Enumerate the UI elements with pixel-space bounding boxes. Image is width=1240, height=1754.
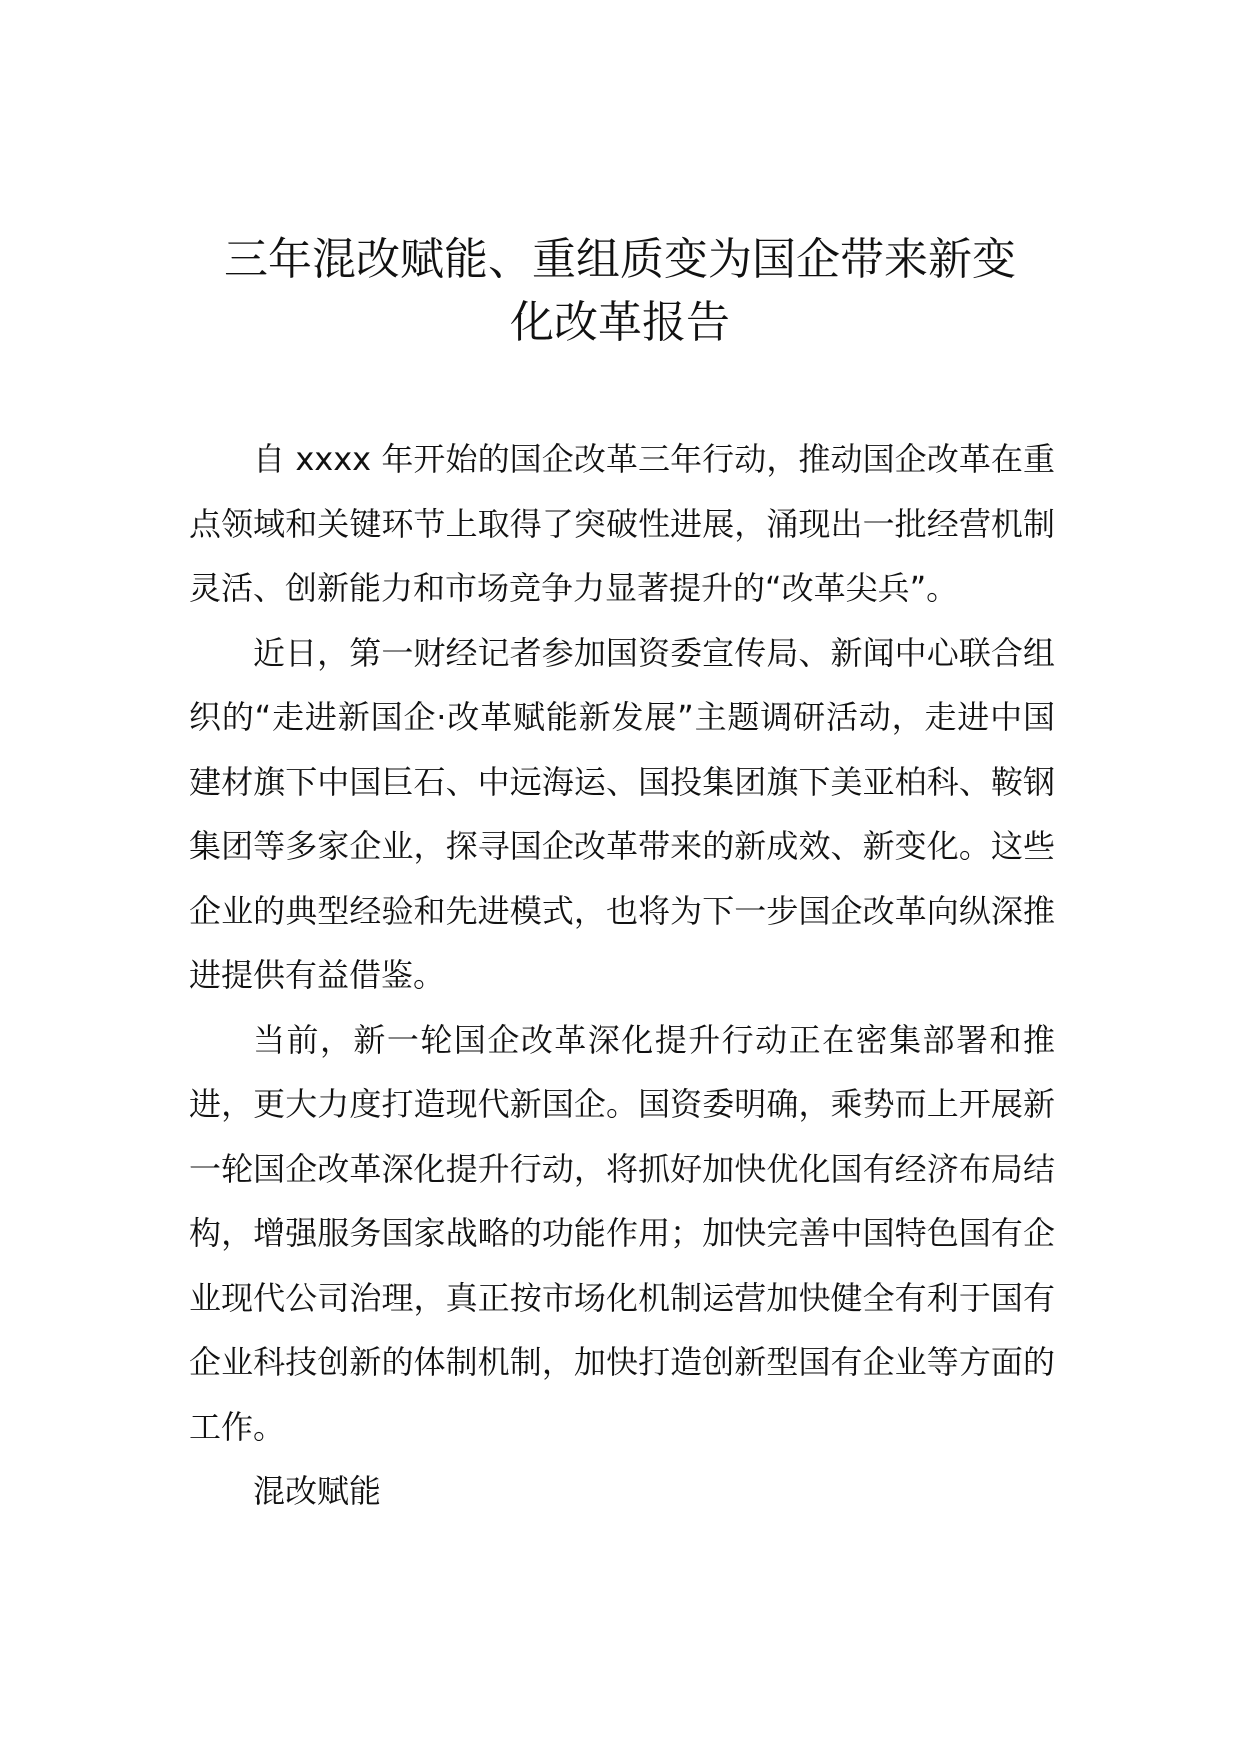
section-heading: 混改赋能 [253, 1472, 382, 1510]
paragraph-research-trip: 近日，第一财经记者参加国资委宣传局、新闻中心联合组织的“走进新国企·改革赋能新发展”主题调研活动，走进中国建材旗下中国巨石、中远海运、国投集团旗下美亚柏科、鞍钢集团等多家企业，探寻国企改革带来的新成效、新变化。这些企业的典型经验和先进模式，也将为下一步国企改革向纵深推进提供有益借鉴。 [189, 633, 1055, 994]
document-title [190, 228, 1050, 354]
title-line-2: 化改革报告 [510, 297, 730, 348]
paragraph-intro: 自 xxxx 年开始的国企改革三年行动，推动国企改革在重点领域和关键环节上取得了突破性进展，涌现出一批经营机制灵活、创新能力和市场竞争力显著提升的“改革尖兵”。 [189, 440, 1055, 607]
title-line-1: 三年混改赋能、重组质变为国企带来新变 [224, 234, 1016, 285]
paragraph-current-reform: 当前，新一轮国企改革深化提升行动正在密集部署和推进，更大力度打造现代新国企。国资委明确，乘势而上开展新一轮国企改革深化提升行动，将抓好加快优化国有经济布局结构，增强服务国家战略的功能作用；加快完善中国特色国有企业现代公司治理，真正按市场化机制运营加快健全有利于国有企业科技创新的体制机制，加快打造创新型国有企业等方面的工作。 [189, 1020, 1055, 1446]
document-body [189, 427, 1055, 1524]
